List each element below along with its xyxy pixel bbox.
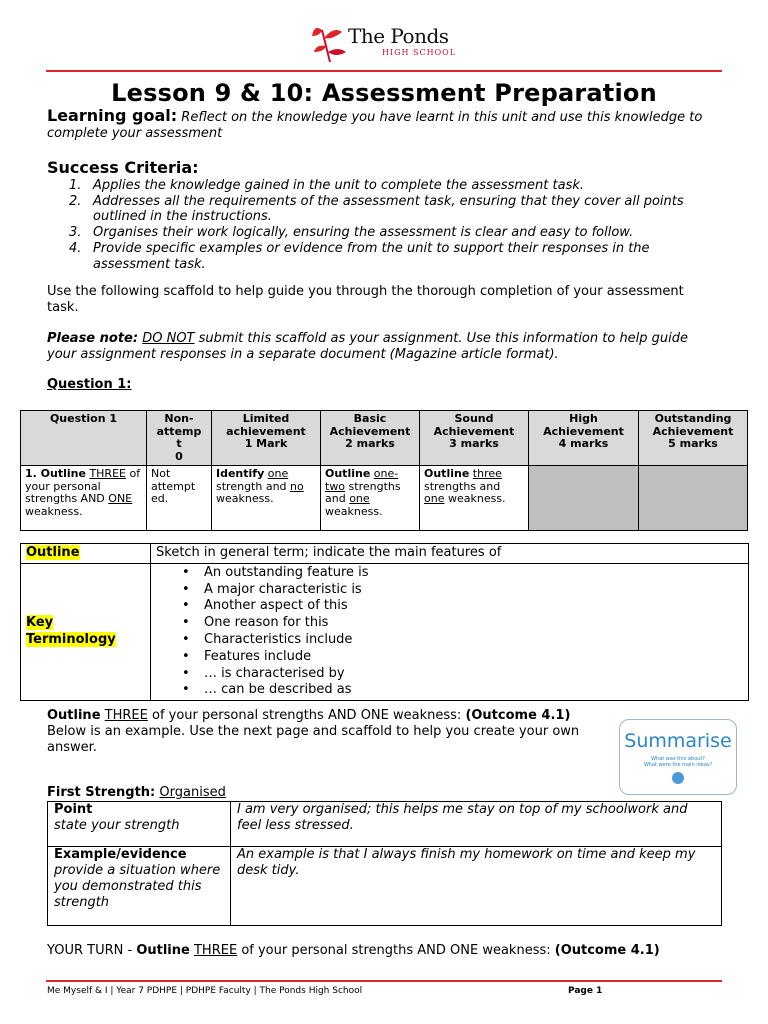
note-do-not: DO NOT — [142, 331, 195, 346]
rubric-header-limited: Limited achievement 1 Mark — [212, 411, 321, 466]
rubric-header-row — [21, 411, 748, 466]
key-terminology-list-cell — [151, 563, 749, 700]
list-item: • Characteristics include — [204, 632, 743, 649]
key-terminology-label: Key Terminology — [26, 615, 116, 647]
list-item: • An outstanding feature is — [204, 565, 743, 582]
summarise-graphic — [619, 719, 737, 795]
list-number: 4. — [69, 240, 82, 256]
point-label-cell: Point state your strength — [48, 802, 231, 847]
key-terminology-label-cell — [21, 563, 151, 700]
table-row — [21, 466, 748, 531]
rubric-header-non-attempt: Non- attemp t 0 — [147, 411, 212, 466]
outline-label-cell — [21, 544, 151, 564]
summarise-subtitle: What was this about? What were the main ideas? — [643, 756, 713, 768]
please-note — [47, 331, 707, 363]
success-criteria-list — [47, 178, 717, 272]
list-text: Provide specific examples or evidence from the unit to support their responses in the assessment task. — [93, 240, 650, 272]
school-logo — [310, 22, 470, 66]
list-number: 3. — [69, 225, 82, 241]
first-strength: First Strength: Organised — [47, 785, 226, 800]
note-label: Please note: — [47, 331, 139, 346]
key-terminology-table — [20, 543, 749, 701]
list-item: • Features include — [204, 649, 743, 666]
rubric-header-high: High Achievement 4 marks — [529, 411, 639, 466]
page-title: Lesson 9 & 10: Assessment Preparation — [111, 79, 657, 107]
question-heading: Question 1: — [47, 377, 132, 392]
learning-goal-label: Learning goal: — [47, 106, 178, 125]
marking-rubric-table — [20, 410, 748, 531]
summarise-title: Summarise — [624, 730, 732, 752]
logo-title: The Ponds — [348, 24, 449, 48]
page-number: Page 1 — [568, 986, 603, 996]
scaffold-instruction: Use the following scaffold to help guide you through the thorough completion of your assessment task. — [47, 284, 684, 315]
rubric-cell-question: 1. Outline THREE of your personal strengths AND ONE weakness. — [21, 466, 147, 531]
logo-subtitle: HIGH SCHOOL — [382, 48, 457, 57]
list-item — [47, 194, 717, 225]
rubric-cell-basic: Outline one-two strengths and one weakness. — [321, 466, 420, 531]
table-row — [21, 544, 749, 564]
learning-goal-text: Reflect on the knowledge you have learnt in this unit and use this knowledge to complete your assessment — [47, 110, 703, 141]
outline-definition: Sketch in general term; indicate the main features of — [151, 544, 749, 564]
list-number: 1. — [69, 178, 82, 193]
point-evidence-table — [47, 801, 722, 926]
rubric-cell-outstanding — [639, 466, 748, 531]
rubric-cell-limited: Identify one strength and no weakness. — [212, 466, 321, 531]
list-text: Applies the knowledge gained in the unit to complete the assessment task. — [93, 178, 584, 193]
note-text: submit this scaffold as your assignment. Use this information to help guide your assignment responses in a separate document (Magazine article format). — [47, 331, 689, 362]
your-turn-prompt: YOUR TURN - Outline THREE of your personal strengths AND ONE weakness: (Outcome 4.1) — [47, 943, 660, 958]
list-item — [47, 225, 717, 241]
footer-text: Me Myself & I | Year 7 PDHPE | PDHPE Faculty | The Ponds High School — [47, 986, 363, 996]
outline-label: Outline — [26, 545, 80, 560]
success-criteria-heading: Success Criteria: — [47, 158, 199, 177]
table-row — [48, 847, 722, 926]
learning-goal — [47, 108, 707, 142]
rubric-header-sound: Sound Achievement 3 marks — [420, 411, 529, 466]
point-text: I am very organised; this helps me stay on top of my schoolwork and feel less stressed. — [231, 802, 722, 847]
list-text: Addresses all the requirements of the assessment task, ensuring that they cover all points outlined in the instructions. — [93, 193, 684, 225]
key-terminology-list — [156, 565, 743, 699]
list-item: • … can be described as — [204, 682, 743, 699]
list-item: • Another aspect of this — [204, 598, 743, 615]
list-item: • A major characteristic is — [204, 582, 743, 599]
rubric-header-question: Question 1 — [21, 411, 147, 466]
footer-divider — [46, 980, 722, 982]
table-row — [21, 563, 749, 700]
header-divider — [46, 70, 722, 72]
example-label-cell: Example/evidence provide a situation where you demonstrated this strength — [48, 847, 231, 926]
list-item: • … is characterised by — [204, 666, 743, 683]
list-item — [47, 241, 717, 272]
summarise-bubble-icon — [672, 772, 684, 784]
list-item: • One reason for this — [204, 615, 743, 632]
rubric-cell-sound: Outline three strengths and one weakness. — [420, 466, 529, 531]
flower-logo-icon — [310, 22, 350, 66]
table-row — [48, 802, 722, 847]
rubric-header-basic: Basic Achievement 2 marks — [321, 411, 420, 466]
example-instruction: Below is an example. Use the next page and scaffold to help you create your own answer. — [47, 724, 580, 755]
list-item — [47, 178, 717, 194]
list-number: 2. — [69, 193, 82, 209]
rubric-cell-high — [529, 466, 639, 531]
example-text: An example is that I always finish my homework on time and keep my desk tidy. — [231, 847, 722, 926]
outline-task: Outline THREE of your personal strengths AND ONE weakness: (Outcome 4.1) Below is an example. Use the next page and scaffold to help you create your own answer. — [47, 708, 580, 755]
list-text: Organises their work logically, ensuring the assessment is clear and easy to follow. — [93, 225, 634, 241]
rubric-header-outstanding: Outstanding Achievement 5 marks — [639, 411, 748, 466]
rubric-cell-non-attempt: Not attempt ed. — [147, 466, 212, 531]
